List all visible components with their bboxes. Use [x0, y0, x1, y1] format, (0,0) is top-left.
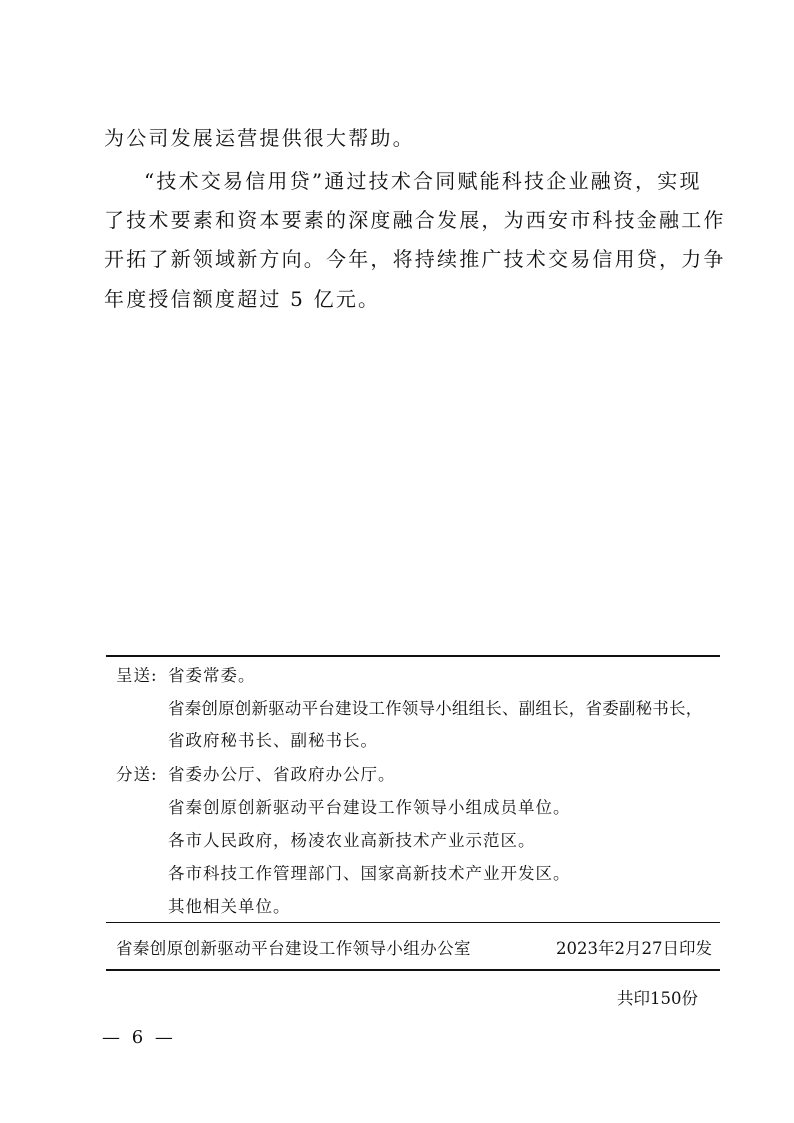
send-line-1: 省委办公厅、省政府办公厅。 [168, 765, 396, 784]
distribution-mid-rule [106, 922, 720, 923]
send-line-2: 省秦创原创新驱动平台建设工作领导小组成员单位。 [168, 798, 571, 817]
issuer-name: 省秦创原创新驱动平台建设工作领导小组办公室 [116, 939, 471, 958]
cc-label: 呈送: [116, 666, 158, 685]
cc-line-1: 省委常委。 [168, 666, 256, 685]
send-line-5: 其他相关单位。 [168, 897, 291, 916]
body-line-2: “技术交易信用贷”通过技术合同赋能科技企业融资，实现 [144, 169, 702, 193]
page-number: — 6 — [102, 1027, 176, 1048]
distribution-top-rule [106, 655, 720, 657]
body-line-5: 年度授信额度超过 5 亿元。 [104, 287, 381, 311]
issue-bottom-rule [106, 969, 720, 971]
body-line-4: 开拓了新领域新方向。今年，将持续推广技术交易信用贷，力争 [104, 247, 726, 271]
cc-line-3: 省政府秘书长、副秘书长。 [168, 731, 378, 750]
body-line-1: 为公司发展运营提供很大帮助。 [104, 126, 415, 150]
body-line-3: 了技术要素和资本要素的深度融合发展，为西安市科技金融工作 [104, 208, 726, 232]
copies-count: 共印150份 [617, 989, 698, 1008]
send-line-3: 各市人民政府，杨凌农业高新技术产业示范区。 [168, 831, 536, 850]
issue-date: 2023年2月27日印发 [556, 939, 712, 958]
send-label: 分送: [116, 765, 158, 784]
cc-line-2: 省秦创原创新驱动平台建设工作领导小组组长、副组长，省委副秘书长， [168, 699, 703, 718]
send-line-4: 各市科技工作管理部门、国家高新技术产业开发区。 [168, 864, 571, 883]
